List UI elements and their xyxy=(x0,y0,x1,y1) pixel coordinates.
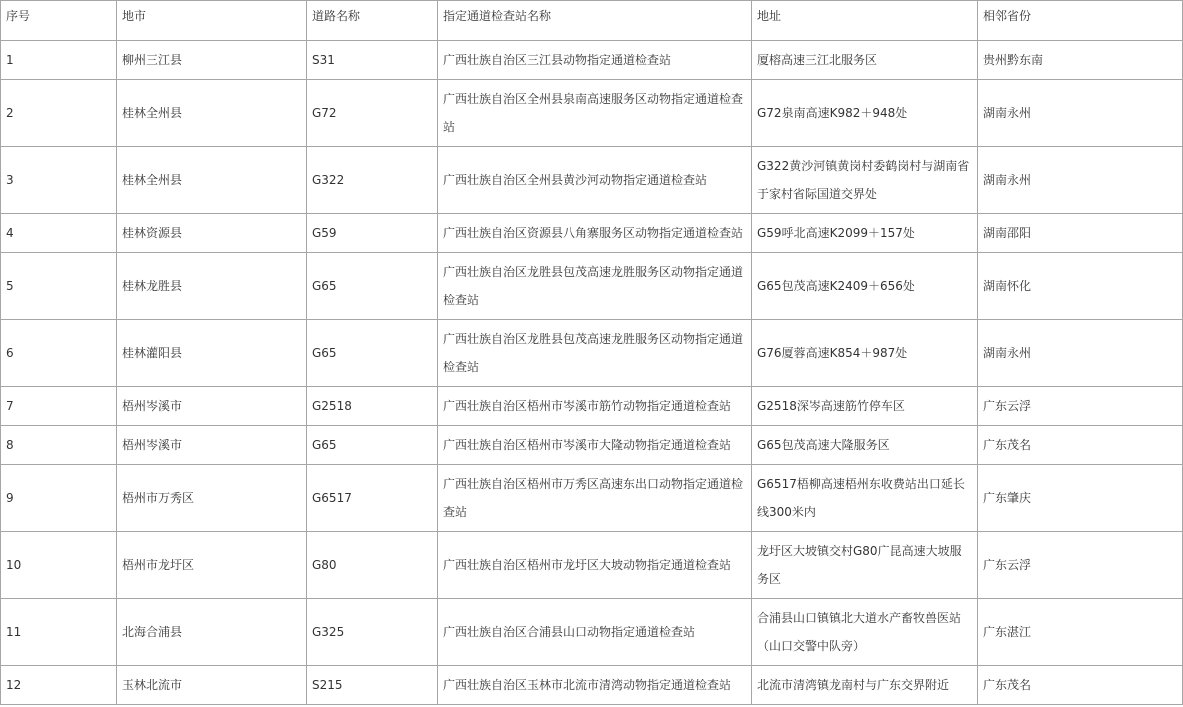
cell-province: 广东茂名 xyxy=(978,426,1183,465)
cell-no: 9 xyxy=(1,465,117,532)
cell-province: 广东云浮 xyxy=(978,532,1183,599)
cell-no: 6 xyxy=(1,320,117,387)
cell-road: G72 xyxy=(307,80,438,147)
cell-station: 广西壮族自治区龙胜县包茂高速龙胜服务区动物指定通道检查站 xyxy=(438,253,752,320)
cell-city: 桂林龙胜县 xyxy=(117,253,307,320)
cell-province: 广东湛江 xyxy=(978,599,1183,666)
cell-no: 2 xyxy=(1,80,117,147)
cell-city: 桂林全州县 xyxy=(117,147,307,214)
cell-no: 12 xyxy=(1,666,117,705)
cell-province: 湖南永州 xyxy=(978,147,1183,214)
cell-province: 湖南邵阳 xyxy=(978,214,1183,253)
cell-city: 北海合浦县 xyxy=(117,599,307,666)
cell-station: 广西壮族自治区三江县动物指定通道检查站 xyxy=(438,41,752,80)
table-row xyxy=(1,214,1183,253)
cell-city: 桂林灌阳县 xyxy=(117,320,307,387)
cell-no: 8 xyxy=(1,426,117,465)
cell-address: G59呼北高速K2099＋157处 xyxy=(752,214,978,253)
cell-station: 广西壮族自治区全州县黄沙河动物指定通道检查站 xyxy=(438,147,752,214)
cell-no: 3 xyxy=(1,147,117,214)
table-row xyxy=(1,532,1183,599)
cell-address: 北流市清湾镇龙南村与广东交界附近 xyxy=(752,666,978,705)
cell-province: 广东茂名 xyxy=(978,666,1183,705)
cell-station: 广西壮族自治区梧州市万秀区高速东出口动物指定通道检查站 xyxy=(438,465,752,532)
cell-no: 1 xyxy=(1,41,117,80)
header-address: 地址 xyxy=(752,1,978,41)
table-row xyxy=(1,387,1183,426)
cell-city: 玉林北流市 xyxy=(117,666,307,705)
cell-no: 7 xyxy=(1,387,117,426)
cell-address: G6517梧柳高速梧州东收费站出口延长线300米内 xyxy=(752,465,978,532)
header-station: 指定通道检查站名称 xyxy=(438,1,752,41)
cell-province: 湖南怀化 xyxy=(978,253,1183,320)
cell-station: 广西壮族自治区龙胜县包茂高速龙胜服务区动物指定通道检查站 xyxy=(438,320,752,387)
table-row xyxy=(1,465,1183,532)
cell-road: G65 xyxy=(307,320,438,387)
cell-address: G2518深岑高速筋竹停车区 xyxy=(752,387,978,426)
cell-station: 广西壮族自治区玉林市北流市清湾动物指定通道检查站 xyxy=(438,666,752,705)
cell-city: 梧州岑溪市 xyxy=(117,426,307,465)
cell-address: G65包茂高速K2409＋656处 xyxy=(752,253,978,320)
cell-road: G325 xyxy=(307,599,438,666)
cell-station: 广西壮族自治区梧州市岑溪市大隆动物指定通道检查站 xyxy=(438,426,752,465)
cell-address: G76厦蓉高速K854＋987处 xyxy=(752,320,978,387)
header-no: 序号 xyxy=(1,1,117,41)
table-row xyxy=(1,253,1183,320)
cell-city: 梧州市万秀区 xyxy=(117,465,307,532)
cell-no: 5 xyxy=(1,253,117,320)
cell-road: G59 xyxy=(307,214,438,253)
cell-city: 梧州岑溪市 xyxy=(117,387,307,426)
cell-road: G80 xyxy=(307,532,438,599)
cell-address: 厦榕高速三江北服务区 xyxy=(752,41,978,80)
cell-province: 湖南永州 xyxy=(978,320,1183,387)
table-row xyxy=(1,666,1183,705)
table-row xyxy=(1,599,1183,666)
cell-station: 广西壮族自治区全州县泉南高速服务区动物指定通道检查站 xyxy=(438,80,752,147)
table-row xyxy=(1,147,1183,214)
cell-station: 广西壮族自治区梧州市岑溪市筋竹动物指定通道检查站 xyxy=(438,387,752,426)
cell-road: G2518 xyxy=(307,387,438,426)
cell-station: 广西壮族自治区合浦县山口动物指定通道检查站 xyxy=(438,599,752,666)
table-row xyxy=(1,80,1183,147)
cell-address: 龙圩区大坡镇交村G80广昆高速大坡服务区 xyxy=(752,532,978,599)
table-row xyxy=(1,320,1183,387)
cell-city: 柳州三江县 xyxy=(117,41,307,80)
table-row xyxy=(1,41,1183,80)
cell-address: G65包茂高速大隆服务区 xyxy=(752,426,978,465)
cell-city: 梧州市龙圩区 xyxy=(117,532,307,599)
cell-province: 广东云浮 xyxy=(978,387,1183,426)
cell-province: 广东肇庆 xyxy=(978,465,1183,532)
cell-no: 10 xyxy=(1,532,117,599)
cell-no: 11 xyxy=(1,599,117,666)
cell-address: 合浦县山口镇镇北大道水产畜牧兽医站（山口交警中队旁） xyxy=(752,599,978,666)
header-province: 相邻省份 xyxy=(978,1,1183,41)
cell-road: S215 xyxy=(307,666,438,705)
table-row xyxy=(1,426,1183,465)
cell-city: 桂林全州县 xyxy=(117,80,307,147)
cell-no: 4 xyxy=(1,214,117,253)
header-city: 地市 xyxy=(117,1,307,41)
cell-road: G65 xyxy=(307,426,438,465)
cell-province: 贵州黔东南 xyxy=(978,41,1183,80)
cell-address: G72泉南高速K982＋948处 xyxy=(752,80,978,147)
cell-road: G322 xyxy=(307,147,438,214)
cell-province: 湖南永州 xyxy=(978,80,1183,147)
cell-road: G65 xyxy=(307,253,438,320)
header-road: 道路名称 xyxy=(307,1,438,41)
cell-station: 广西壮族自治区资源县八角寨服务区动物指定通道检查站 xyxy=(438,214,752,253)
cell-road: G6517 xyxy=(307,465,438,532)
cell-city: 桂林资源县 xyxy=(117,214,307,253)
cell-station: 广西壮族自治区梧州市龙圩区大坡动物指定通道检查站 xyxy=(438,532,752,599)
table-header-row xyxy=(1,1,1183,41)
cell-road: S31 xyxy=(307,41,438,80)
cell-address: G322黄沙河镇黄岗村委鹤岗村与湖南省于家村省际国道交界处 xyxy=(752,147,978,214)
